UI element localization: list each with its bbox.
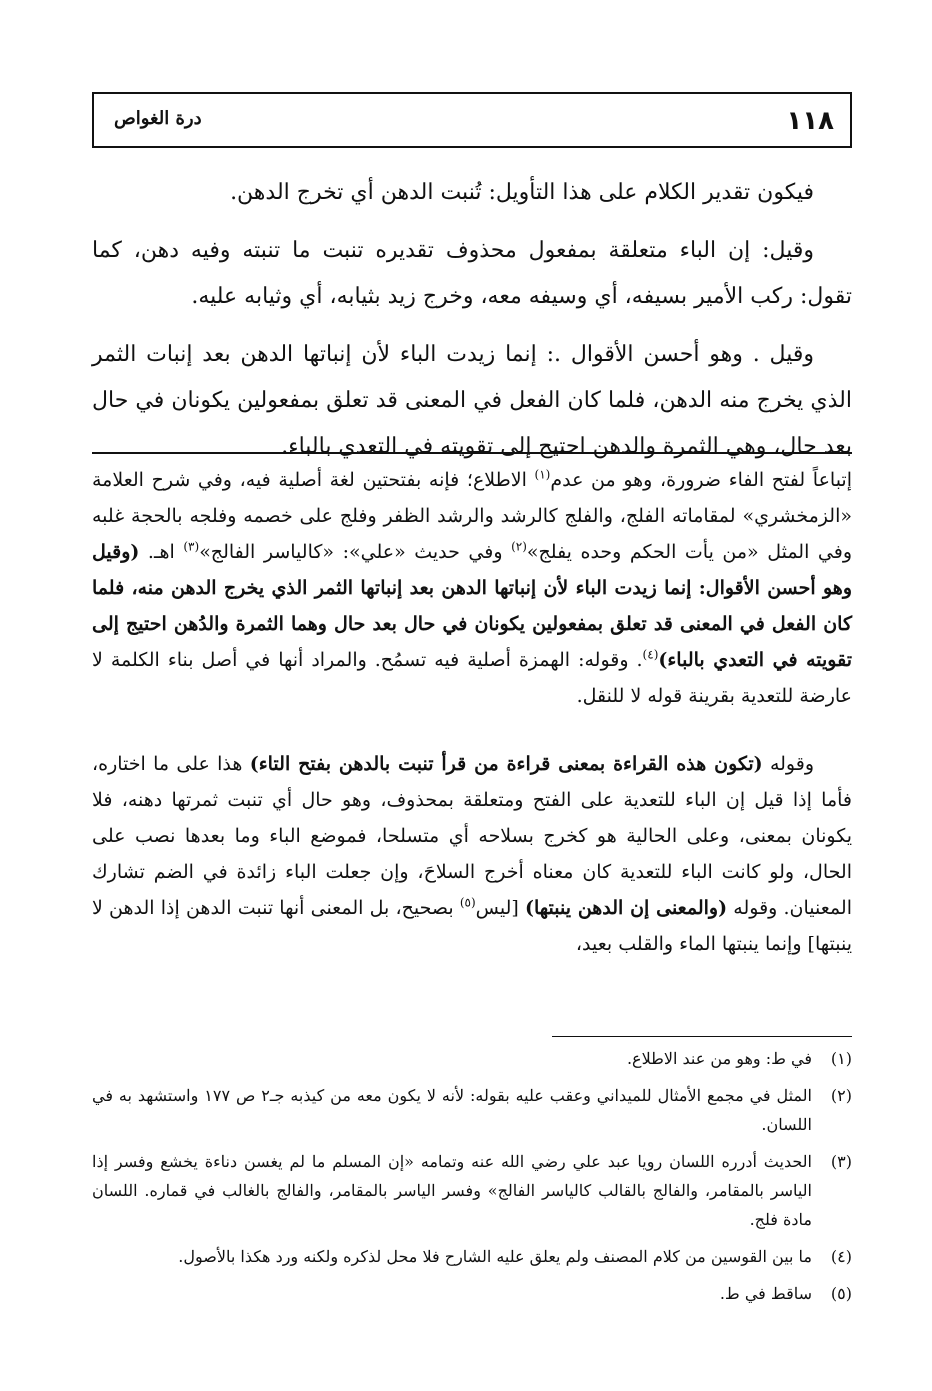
footnotes	[92, 1044, 852, 1316]
commentary-text-run: . وقوله: الهمزة أصلية فيه تسمُح. والمراد أنها في أصل بناء الكلمة لا عارضة للتعدية بقرينة قوله لا للنقل.	[92, 649, 852, 707]
book-page	[92, 92, 852, 1372]
footnote-ref-4[interactable]: (٤)	[642, 647, 659, 662]
footnote-ref-5[interactable]: (٥)	[459, 895, 476, 910]
commentary-text-run: [ليس	[475, 897, 526, 919]
footnote-text: ما بين القوسين من كلام المصنف ولم يعلق عليه الشارح فلا محل لذكره ولكنه ورد هكذا بالأصول.	[178, 1247, 812, 1266]
main-paragraph-1: فيكون تقدير الكلام على هذا التأويل: تُنبت الدهن أي تخرج الدهن.	[230, 180, 814, 205]
footnote-number: (٣)	[830, 1152, 852, 1171]
page-header	[92, 92, 852, 148]
footnote-number: (٤)	[830, 1247, 852, 1266]
commentary-text	[92, 462, 852, 962]
footnote-item	[92, 1044, 852, 1073]
footnote-item	[92, 1081, 852, 1139]
footnote-number: (٢)	[830, 1086, 852, 1105]
commentary-text-run: بصحيح، بل المعنى أنها تنبت الدهن إذا الدهن لا ينبتها] وإنما ينبتها الماء والقلب بعيد،	[92, 897, 852, 955]
footnote-text: المثل في مجمع الأمثال للميداني وعقب عليه بقوله: لأنه لا يكون معه من كيذبه جـ٢ ص ١٧٧ واستشهد به في اللسان.	[92, 1086, 813, 1134]
footnote-separator	[552, 1036, 852, 1037]
main-paragraph-2: وقيل: إن الباء متعلقة بمفعول محذوف تقديره تنبت ما تنبته وفيه دهن، كما تقول: ركب الأمير بسيفه، أي وسيفه معه، وخرج زيد بثيابه، أي وثيابه عليه.	[92, 238, 852, 309]
quoted-bold-text: (والمعنى إن الدهن ينبتها)	[525, 897, 728, 919]
commentary-text-run: وقوله	[762, 753, 815, 775]
footnote-item	[92, 1279, 852, 1308]
footnote-text: الحديث أدرره اللسان رويا عبد علي رضي الله عنه وتمامه «إن المسلم ما لم يغسن دناءة يخشع وفسر إذا الياسر بالمقامر، والفالج بالقالب كالياسر الفالج» وفسر الياسر بالمقامر، والفالج بالغالب في قماره. اللسان مادة فلج.	[92, 1152, 813, 1229]
footnote-ref-3[interactable]: (٣)	[183, 539, 200, 554]
footnote-ref-1[interactable]: (١)	[534, 467, 551, 482]
footnote-item	[92, 1147, 852, 1234]
footnote-number: (٥)	[830, 1284, 852, 1303]
footnote-text: في ط: وهو من عند الاطلاع.	[626, 1049, 812, 1068]
main-text-separator	[92, 452, 852, 454]
quoted-bold-text: (تكون هذه القراءة بمعنى قراءة من قرأ تنبت بالدهن بفتح التاء)	[249, 753, 763, 775]
commentary-paragraph-2	[92, 746, 852, 962]
page-number: ١١٨	[786, 106, 834, 136]
footnote-ref-2[interactable]: (٢)	[511, 539, 527, 554]
commentary-text-run: اهـ.	[139, 541, 184, 563]
footnote-item	[92, 1242, 852, 1271]
main-paragraph-3: وقيل . وهو أحسن الأقوال .: إنما زيدت الباء لأن إنباتها الدهن بعد إنبات الثمر الذي يخرج منه الدهن، فلما كان الفعل في المعنى قد تعلق بمفعولين يكونان في حال بعد حال، وهي الثمرة والدهن احتيج إلى تقويته في التعدي بالباء.	[92, 342, 852, 459]
running-title: درة الغواص	[114, 108, 202, 129]
commentary-text-run: وفي حديث «علي»: «كالياسر الفالج»	[199, 541, 512, 563]
footnote-number: (١)	[830, 1049, 852, 1068]
commentary-text-run: إتباعاً لفتح الفاء ضرورة، وهو من عدم	[550, 469, 852, 491]
quoted-bold-text: (وقيل وهو أحسن الأقوال: إنما زيدت الباء لأن إنباتها الدهن بعد إنباتها الثمر الذي يخرج الدهن منه، فلما كان الفعل في المعنى قد تعلق بمفعولين يكونان في حال بعد حال وهما الثمرة والدُهن احتيج إلى تقويته في التعدي بالباء)	[92, 541, 853, 671]
footnote-text: ساقط في ط.	[719, 1284, 812, 1303]
main-text	[92, 170, 852, 482]
commentary-paragraph-1	[92, 462, 852, 714]
commentary-text-run: هذا على ما اختاره، فأما إذا قيل إن الباء للتعدية على الفتح ومتعلقة بمحذوف، وهو حال أي تنبت ثمرتها دهنه، فلا يكونان بمعنى، وعلى الحالية هو كخرج بسلاحه أي متسلحا، فموضع الباء وما بعدها نصب على الحال، ولو كانت الباء للتعدية كان معناه أخرج السلاحَ، وإن جعلت الباء زائدة في الضم تشارك المعنيان. وقوله	[92, 753, 852, 919]
commentary-text-run: الاطلاع؛ فإنه بفتحتين لغة أصلية فيه، وفي شرح العلامة «الزمخشري» لمقاماته الفلج، والفلج كالرشد والرشد الظفر وفلج على خصمه وفلجه بالحجة غلبه وفي المثل «من يأت الحكم وحده يفلج»	[92, 469, 853, 563]
